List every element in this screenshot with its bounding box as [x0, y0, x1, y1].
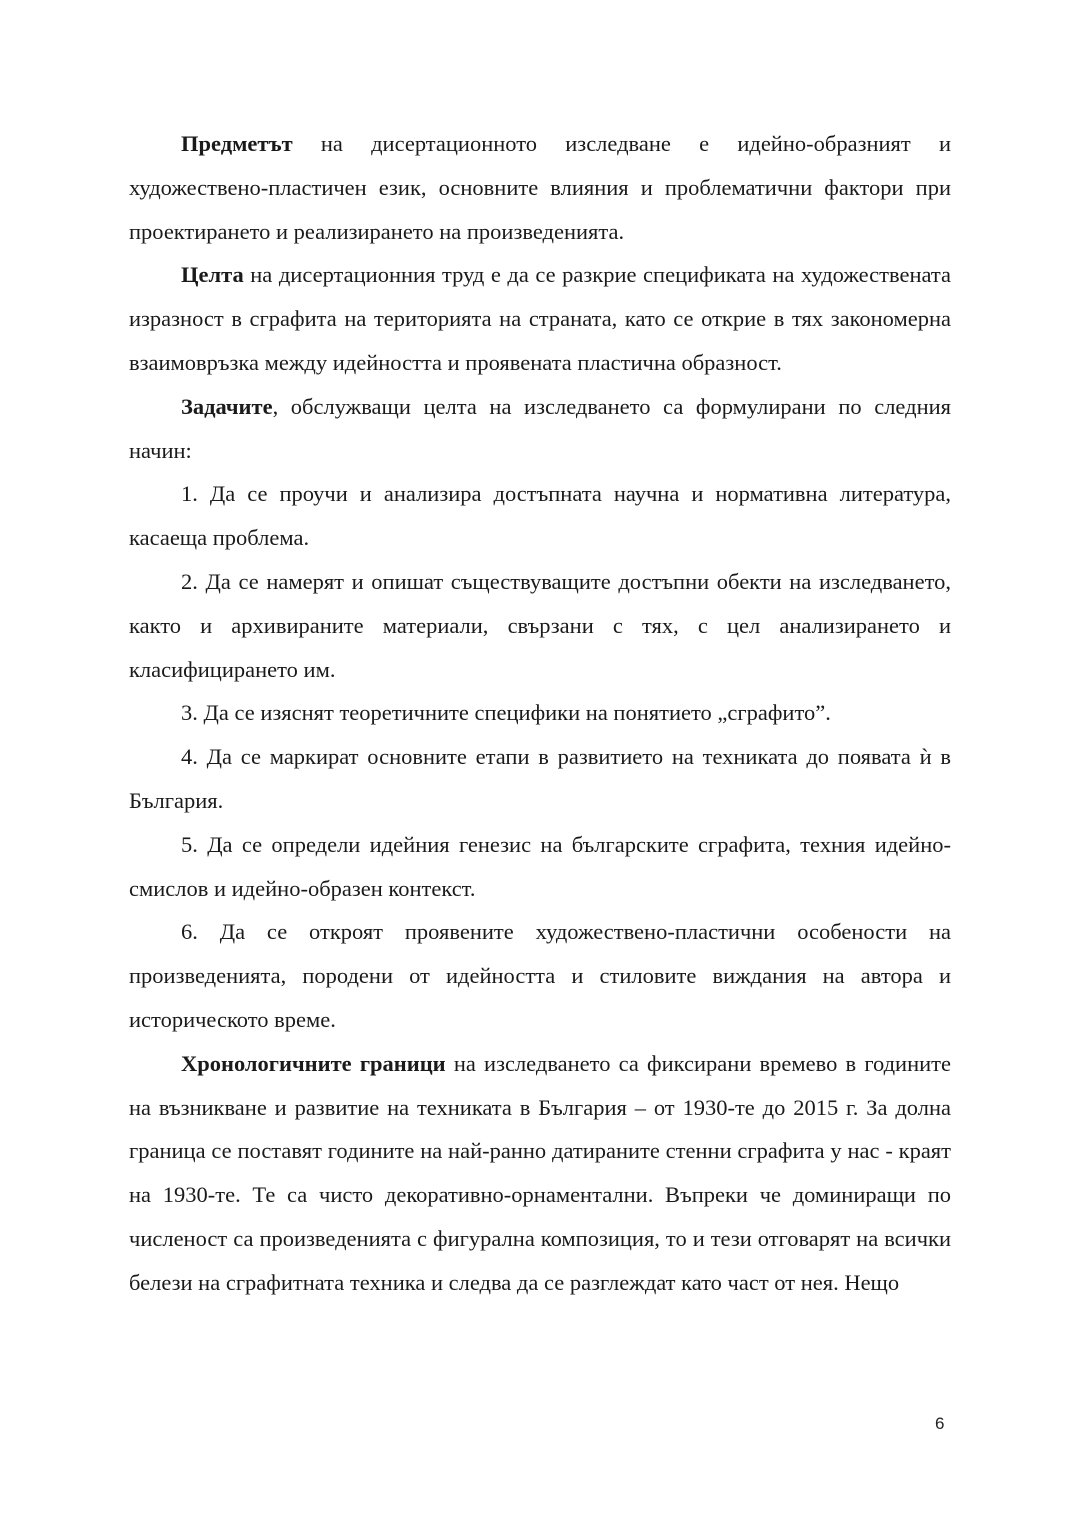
task-item-4 [129, 735, 951, 823]
task-item-5-text: 5. Да се определи идейния генезис на българските сграфита, техния идейно-смислов и идейно-образен контекст. [129, 831, 951, 901]
term-chronology: Хронологичните граници [181, 1050, 446, 1076]
paragraph-subject-text: на дисертационното изследване е идейно-образният и художествено-пластичен език, основните влияния и проблематични фактори при проектирането и реализирането на произведенията. [129, 131, 951, 244]
paragraph-goal-text: на дисертационния труд е да се разкрие спецификата на художествената изразност в сграфита на територията на страната, като се открие в тях закономерна взаимовръзка между идейността и проявената пластична образност. [129, 262, 951, 375]
paragraph-tasks [129, 385, 951, 473]
task-item-6-text: 6. Да се откроят проявените художествено-пластични особености на произведенията, породени от идейността и стиловите виждания на автора и историческото време. [129, 919, 951, 1032]
term-goal: Целта [181, 262, 244, 288]
term-tasks: Задачите [181, 393, 273, 419]
page-number: 6 [935, 1414, 945, 1433]
task-item-2-text: 2. Да се намерят и опишат съществуващите достъпни обекти на изследването, както и архивираните материали, свързани с тях, с цел анализирането и класифицирането им. [129, 568, 951, 682]
paragraph-tasks-text: , обслужващи целта на изследването са формулирани по следния начин: [129, 393, 951, 463]
document-body [129, 122, 951, 1305]
task-item-2 [129, 560, 951, 691]
paragraph-goal [129, 253, 951, 384]
paragraph-chronology [129, 1042, 951, 1305]
task-item-1 [129, 472, 951, 560]
task-item-4-text: 4. Да се маркират основните етапи в развитието на техниката до появата ѝ в България. [129, 744, 951, 813]
term-subject: Предметът [181, 131, 293, 156]
task-item-5 [129, 823, 951, 911]
paragraph-chronology-text: на изследването са фиксирани времево в годините на възникване и развитие на техниката в България – от 1930-те до 2015 г. За долна граница се поставят годините на най-ранно датираните стенни сграфита у нас - краят на 1930-те. Те са чисто декоративно-орнаментални. Въпреки че доминиращи по численост са произведенията с фигурална композиция, то и тези отговарят на всички белези на сграфитната техника и следва да се разглеждат като част от нея. Нещо [129, 1050, 951, 1295]
task-item-6 [129, 910, 951, 1041]
task-item-1-text: 1. Да се проучи и анализира достъпната научна и нормативна литература, касаеща проблема. [129, 481, 951, 551]
task-item-3-text: 3. Да се изяснят теоретичните специфики на понятието „сграфито”. [181, 700, 831, 726]
paragraph-subject [129, 122, 951, 253]
task-item-3 [129, 691, 951, 735]
